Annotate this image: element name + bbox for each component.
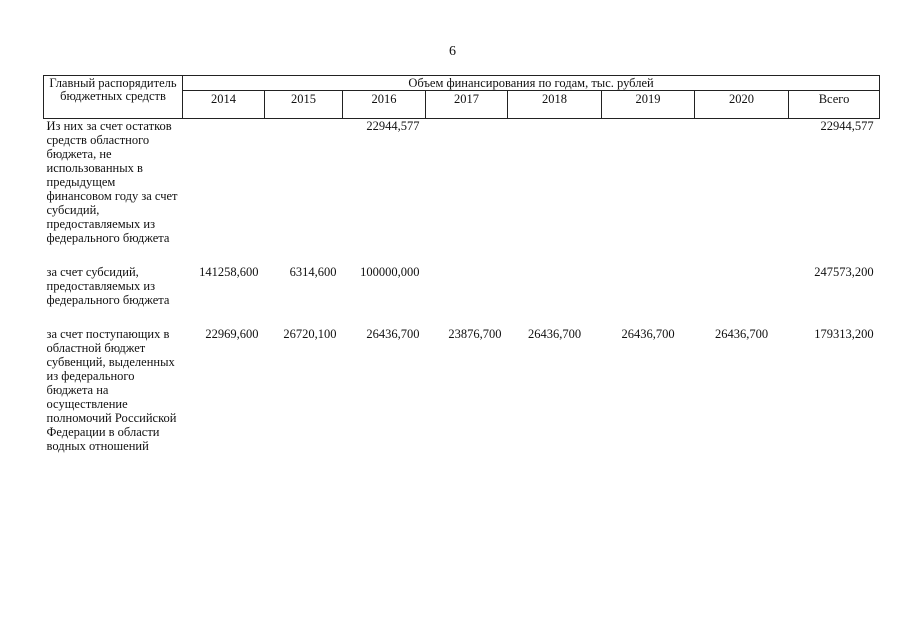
header-year-2017: 2017	[426, 91, 508, 119]
page-number: 6	[449, 44, 456, 59]
cell-2014	[183, 119, 265, 246]
cell-2016: 26436,700	[366, 327, 420, 341]
financing-table	[43, 75, 880, 453]
table-row	[44, 119, 880, 246]
cell-2016: 22944,577	[366, 119, 420, 133]
row-label: за счет субсидий, предоставляемых из федерального бюджета	[46, 265, 170, 307]
header-total: Всего	[789, 91, 880, 119]
cell-total: 247573,200	[814, 265, 874, 279]
cell-2019	[602, 265, 695, 307]
cell-2019	[602, 119, 695, 246]
header-year-2016: 2016	[343, 91, 426, 119]
cell-2015: 6314,600	[289, 265, 337, 279]
cell-2018	[508, 265, 602, 307]
cell-2015: 26720,100	[283, 327, 337, 341]
cell-2016: 100000,000	[360, 265, 420, 279]
cell-total: 179313,200	[814, 327, 874, 341]
header-year-2020: 2020	[695, 91, 789, 119]
cell-2020: 26436,700	[714, 327, 769, 341]
cell-2015	[265, 119, 343, 246]
cell-2014: 22969,600	[205, 327, 259, 341]
header-distributor: Главный распорядитель бюджетных средств	[44, 76, 183, 119]
cell-2017: 23876,700	[448, 327, 502, 341]
table-row	[44, 265, 880, 307]
header-year-2019: 2019	[602, 91, 695, 119]
cell-2018	[508, 119, 602, 246]
cell-2018: 26436,700	[527, 327, 582, 341]
cell-2020	[695, 265, 789, 307]
row-label: Из них за счет остатков средств областного бюджета, не использованных в предыдущем финансовом году за счет субсидий, предоставляемых из федерального бюджета	[46, 119, 178, 245]
cell-2019: 26436,700	[621, 327, 675, 341]
header-year-2014: 2014	[183, 91, 265, 119]
table-row	[44, 327, 880, 453]
header-year-2015: 2015	[265, 91, 343, 119]
cell-total: 22944,577	[820, 119, 874, 133]
header-year-2018: 2018	[508, 91, 602, 119]
cell-2017	[426, 119, 508, 246]
row-label: за счет поступающих в областной бюджет субвенций, выделенных из федерального бюджета на осуществление полномочий Российской Федерации в области водных отношений	[46, 327, 177, 453]
cell-2017	[426, 265, 508, 307]
cell-2014: 141258,600	[199, 265, 259, 279]
header-financing-by-year: Объем финансирования по годам, тыс. рублей	[183, 76, 880, 91]
cell-2020	[695, 119, 789, 246]
